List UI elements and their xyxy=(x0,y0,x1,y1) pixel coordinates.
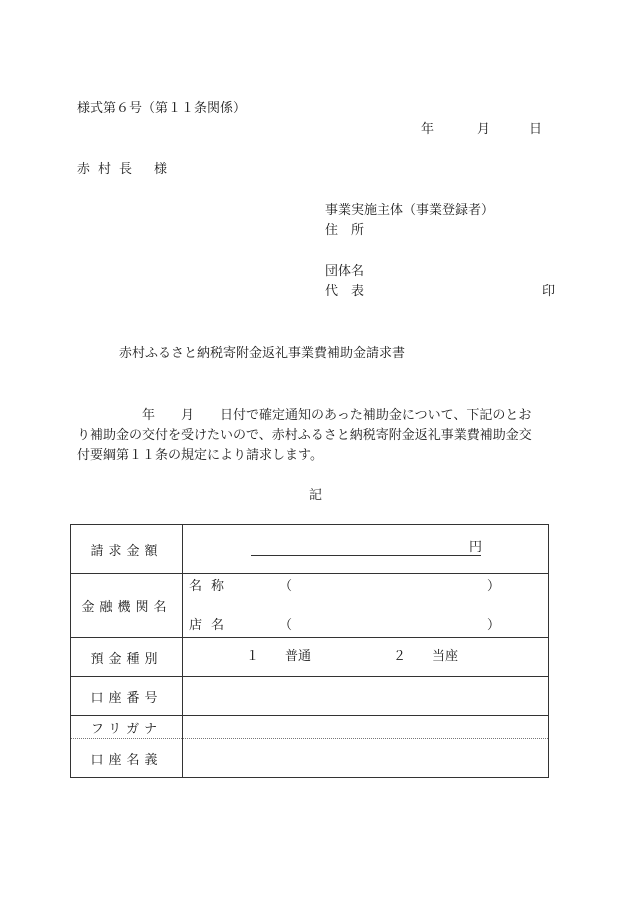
deposit-type-label: 預金種別 xyxy=(71,638,183,677)
bank-name-close-paren: ） xyxy=(487,579,501,594)
option-2-text: 当座 xyxy=(432,649,459,664)
date-day-label: 日 xyxy=(529,122,543,137)
addressee-name: 赤村長 xyxy=(77,162,141,177)
table-row-bank xyxy=(71,574,549,638)
form-number: 様式第６号（第１１条関係） xyxy=(77,101,247,116)
furigana-label: フリガナ xyxy=(71,716,183,739)
date-month-label: 月 xyxy=(477,122,491,137)
seal-mark: 印 xyxy=(542,284,556,299)
addressee xyxy=(77,162,175,178)
representative-label: 代 表 xyxy=(325,284,365,299)
amount-label: 請求金額 xyxy=(71,525,183,574)
yen-unit: 円 xyxy=(469,540,483,555)
deposit-type-field[interactable] xyxy=(183,638,549,677)
account-holder-field[interactable] xyxy=(183,739,549,778)
amount-field[interactable] xyxy=(183,525,549,574)
branch-name-label: 店名 xyxy=(189,618,234,633)
table-row-furigana xyxy=(71,716,549,739)
body-line-3: 付要綱第１１条の規定により請求します。 xyxy=(77,448,323,463)
account-holder-label: 口座名義 xyxy=(71,739,183,778)
body-line-1: 年 月 日付で確定通知のあった補助金について、下記のとお xyxy=(77,408,532,423)
bank-name-label: 名称 xyxy=(189,579,234,594)
option-1-text: 普通 xyxy=(285,649,312,664)
body-line-2: り補助金の交付を受けたいので、赤村ふるさと納税寄附金返礼事業費補助金交 xyxy=(77,428,532,443)
bank-field[interactable] xyxy=(183,574,549,638)
option-1-number: １ xyxy=(246,649,260,664)
account-number-field[interactable] xyxy=(183,677,549,716)
document-title: 赤村ふるさと納税寄附金返礼事業費補助金請求書 xyxy=(119,346,406,361)
bank-name-open-paren: （ xyxy=(279,579,293,594)
branch-name-row xyxy=(189,618,501,634)
deposit-type-option-checking[interactable] xyxy=(393,649,458,665)
table-row-account-number xyxy=(71,677,549,716)
address-label: 住 所 xyxy=(325,223,365,238)
amount-underline xyxy=(251,555,481,556)
furigana-field[interactable] xyxy=(183,716,549,739)
date-year-label: 年 xyxy=(421,122,435,137)
ki-heading: 記 xyxy=(309,488,323,503)
table-row-amount xyxy=(71,525,549,574)
table-row-deposit-type xyxy=(71,638,549,677)
body-text xyxy=(77,406,553,466)
branch-name-open-paren: （ xyxy=(279,618,293,633)
bank-name-row xyxy=(189,579,501,595)
table-row-account-holder xyxy=(71,739,549,778)
addressee-honorific: 様 xyxy=(154,162,176,177)
account-number-label: 口座番号 xyxy=(71,677,183,716)
applicant-title: 事業実施主体（事業登録者） xyxy=(325,203,495,218)
option-2-number: ２ xyxy=(393,649,407,664)
organization-label: 団体名 xyxy=(325,264,365,279)
claim-form-table xyxy=(70,524,549,778)
branch-name-close-paren: ） xyxy=(487,618,501,633)
deposit-type-option-ordinary[interactable] xyxy=(246,649,311,665)
bank-label: 金融機関名 xyxy=(71,574,183,638)
